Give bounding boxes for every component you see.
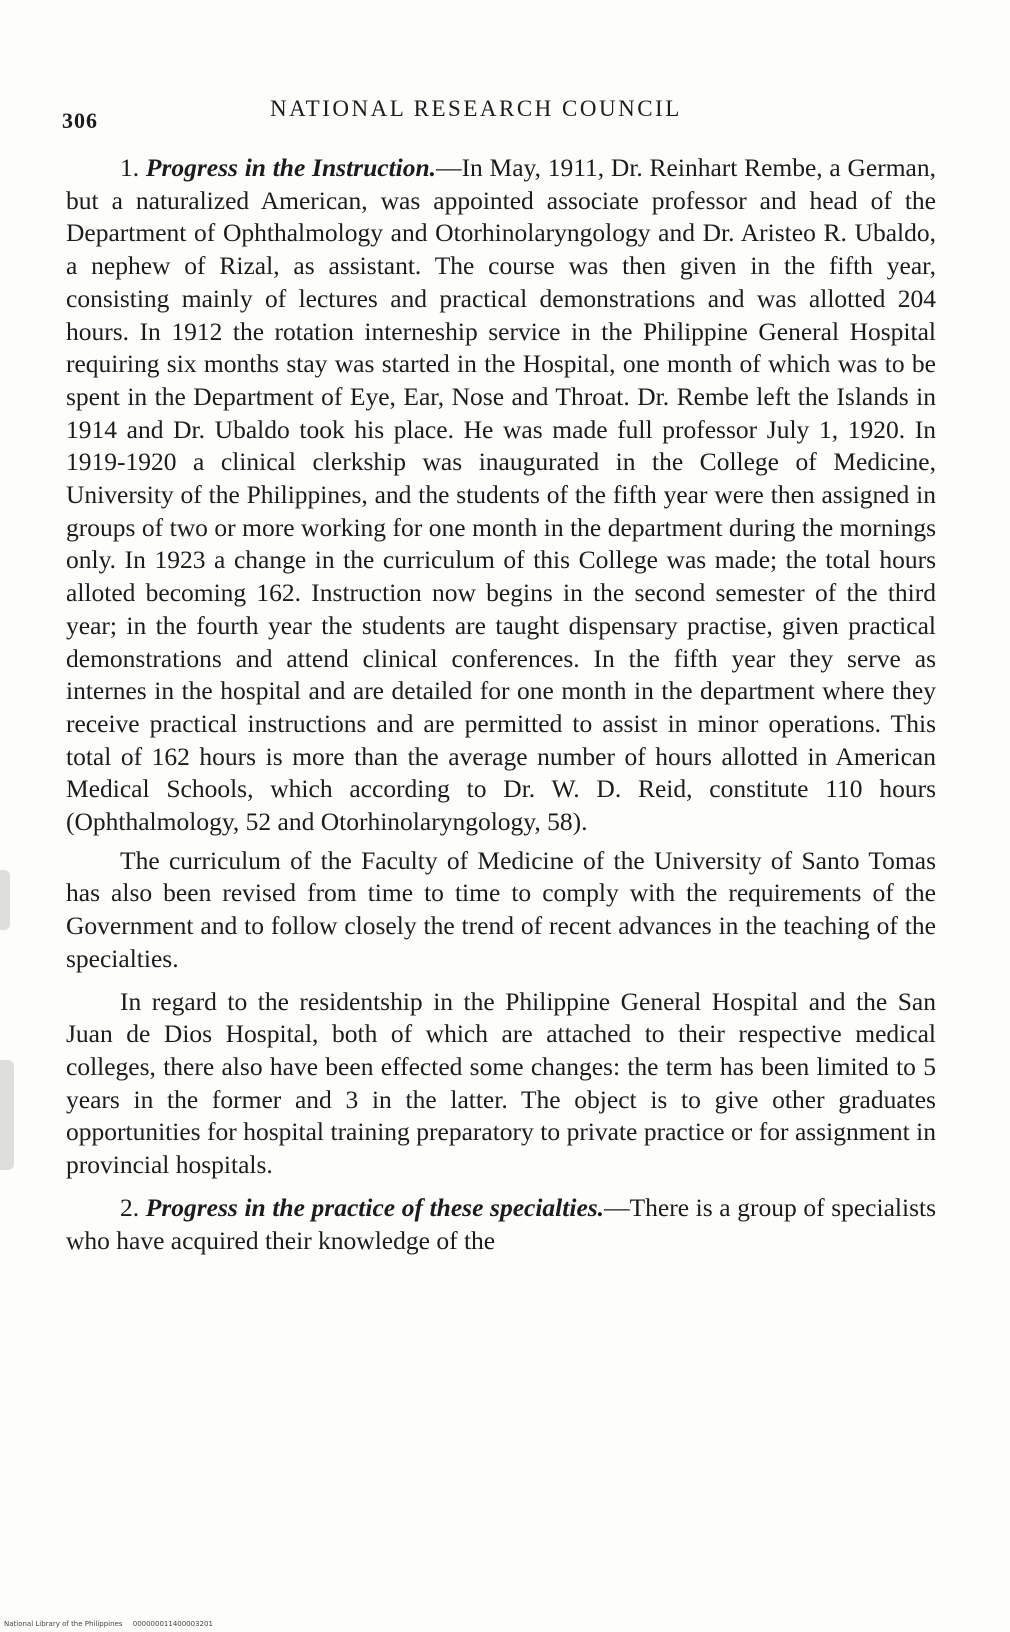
paragraph-text: —In May, 1911, Dr. Reinhart Rembe, a German, but a naturalized American, was appointed associate professor and head of the Department of Ophthalmology and Otorhinolaryngology and Dr. Aristeo R. Ubaldo, a nephew of Rizal, as assistant. The course was then given in the fifth year, consisting mainly of lectures and practical demonstrations and was allotted 204 hours. In 1912 the rotation interneship service in the Philippine General Hospital requiring six months stay was started in the Hospital, one month of which was to be spent in the Department of Eye, Ear, Nose and Throat. Dr. Rembe left the Islands in 1914 and Dr. Ubaldo took his place. He was made full professor July 1, 1920. In 1919-1920 a clinical clerkship was inaugurated in the College of Medicine, University of the Philippines, and the students of the fifth year were then assigned in groups of two or more working for one month in the department during the mornings only. In 1923 a change in the curriculum of this College was made; the total hours alloted becoming 162. Instruction now begins in the second semester of the third year; in the fourth year the students are taught dispensary practise, given practical demonstrations and attend clinical conferences. In the fifth year they serve as internes in the hospital and are detailed for one month in the department where they receive practical instructions and are permitted to assist in minor operations. This total of 162 hours is more than the average number of hours allotted in American Medical Schools, which according to Dr. W. D. Reid, constitute 110 hours (Ophthalmology, 52 and Otorhinolaryngology, 58).: [66, 153, 936, 837]
paragraph-santo-tomas-curriculum: [66, 845, 936, 976]
scan-footer: [4, 1620, 213, 1628]
paragraph-text: The curriculum of the Faculty of Medicine of the University of Santo Tomas has also been revised from time to time to comply with the requirements of the Government and to follow closely the trend of recent advances in the teaching of the specialties.: [66, 845, 936, 973]
paragraph-residentship: [66, 986, 936, 1182]
body-text: [66, 152, 936, 1261]
page-number: 306: [62, 108, 98, 133]
paragraph-instruction-progress: [66, 152, 936, 839]
section-heading: Progress in the practice of these specialties.: [145, 1192, 605, 1222]
scan-code: 000000011400003201: [132, 1620, 213, 1628]
section-number: 1.: [120, 153, 140, 182]
page-edge-mark: [0, 1060, 14, 1170]
paragraph-text: In regard to the residentship in the Philippine General Hospital and the San Juan de Dios Hospital, both of which are attached to their respective medical colleges, there also have been effected some changes: the term has been limited to 5 years in the former and 3 in the latter. The object is to give other graduates opportunities for hospital training preparatory to private practice or for assignment in provincial hospitals.: [66, 986, 936, 1180]
running-head: NATIONAL RESEARCH COUNCIL: [270, 96, 682, 121]
page-edge-mark: [0, 870, 10, 930]
section-number: 2.: [120, 1192, 140, 1222]
paragraph-text: —There is a group of specialists who have acquired their knowledge of the: [66, 1192, 937, 1255]
library-credit: National Library of the Philippines: [4, 1620, 123, 1628]
paragraph-practice-progress: [66, 1192, 936, 1257]
page-header: [62, 96, 942, 136]
section-heading: Progress in the Instruction.: [145, 153, 437, 182]
